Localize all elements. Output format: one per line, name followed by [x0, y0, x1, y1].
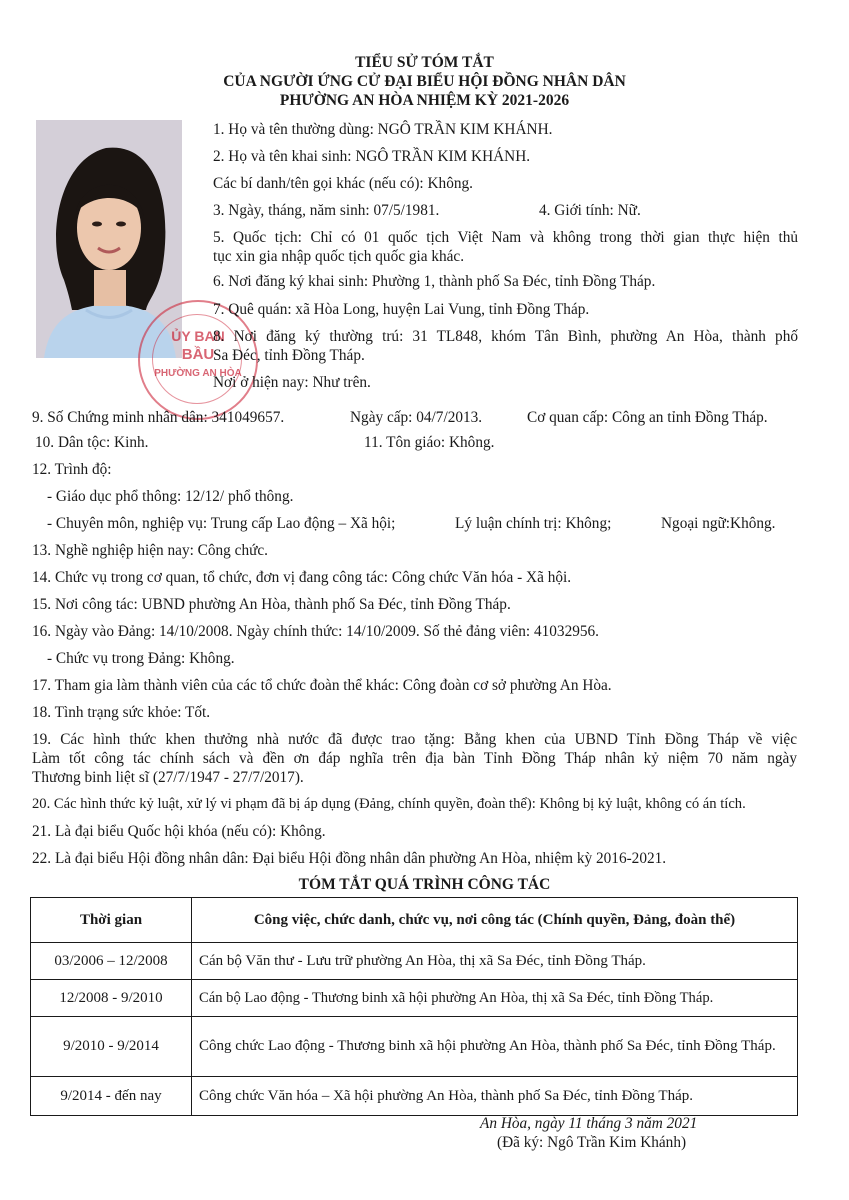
field-ethnicity: 10. Dân tộc: Kinh. [35, 434, 149, 451]
row-description: Cán bộ Lao động - Thương binh xã hội phường An Hòa, thị xã Sa Đéc, tỉnh Đồng Tháp. [192, 980, 798, 1017]
field-awards-cont: Làm tốt công tác chính sách và đền ơn đáp nghĩa trên địa bàn Tỉnh Đồng Tháp nhân kỷ niệm 70 năm ngày [32, 750, 797, 767]
field-general-education: - Giáo dục phổ thông: 12/12/ phổ thông. [47, 488, 294, 505]
signature-signed: (Đã ký: Ngô Trần Kim Khánh) [497, 1134, 687, 1151]
document-term: PHƯỜNG AN HÒA NHIỆM KỲ 2021-2026 [279, 92, 570, 109]
field-id-issue-date: Ngày cấp: 04/7/2013. [350, 409, 483, 426]
field-birth-name: 2. Họ và tên khai sinh: NGÔ TRẦN KIM KHÁNH. [213, 148, 531, 165]
field-birth-registration: 6. Nơi đăng ký khai sinh: Phường 1, thành phố Sa Đéc, tỉnh Đồng Tháp. [213, 273, 656, 290]
table-row [31, 943, 798, 980]
field-alias: Các bí danh/tên gọi khác (nếu có): Không. [213, 175, 473, 192]
row-description: Cán bộ Văn thư - Lưu trữ phường An Hòa, thị xã Sa Đéc, tỉnh Đồng Tháp. [192, 943, 798, 980]
field-awards: 19. Các hình thức khen thưởng nhà nước đã được trao tặng: Bằng khen của UBND Tỉnh Đồng Tháp về việc [32, 731, 797, 748]
field-occupation: 13. Nghề nghiệp hiện nay: Công chức. [32, 542, 268, 559]
field-national-assembly: 21. Là đại biểu Quốc hội khóa (nếu có): Không. [32, 823, 326, 840]
stamp-text-top: ỦY BAN [171, 328, 225, 344]
table-row [31, 1017, 798, 1077]
field-id-number: 9. Số Chứng minh nhân dân: 341049657. [32, 409, 285, 426]
row-description: Công chức Văn hóa – Xã hội phường An Hòa, thành phố Sa Đéc, tỉnh Đồng Tháp. [192, 1077, 798, 1116]
work-history-table [30, 897, 798, 1116]
document-subtitle: CỦA NGƯỜI ỨNG CỬ ĐẠI BIỂU HỘI ĐỒNG NHÂN DÂN [223, 73, 626, 90]
field-residence: 8. Nơi đăng ký thường trú: 31 TL848, khóm Tân Bình, phường An Hòa, thành phố [213, 328, 798, 345]
field-profession: - Chuyên môn, nghiệp vụ: Trung cấp Lao động – Xã hội; [47, 515, 396, 532]
table-header-row [31, 898, 798, 943]
field-religion: 11. Tôn giáo: Không. [364, 434, 495, 451]
field-nationality: 5. Quốc tịch: Chỉ có 01 quốc tịch Việt Nam và không trong thời gian thực hiện thủ [213, 229, 798, 246]
field-nationality-cont: tục xin gia nhập quốc tịch quốc gia khác. [213, 248, 465, 265]
row-time: 03/2006 – 12/2008 [31, 943, 192, 980]
field-position: 14. Chức vụ trong cơ quan, tổ chức, đơn vị đang công tác: Công chức Văn hóa - Xã hội. [32, 569, 572, 586]
stamp-text-bottom: PHƯỜNG AN HÒA [154, 368, 242, 379]
column-header-description: Công việc, chức danh, chức vụ, nơi công tác (Chính quyền, Đảng, đoàn thể) [192, 898, 798, 943]
field-residence-cont: Sa Đéc, tỉnh Đồng Tháp. [213, 347, 365, 364]
field-qualification: 12. Trình độ: [32, 461, 112, 478]
field-workplace: 15. Nơi công tác: UBND phường An Hòa, thành phố Sa Đéc, tỉnh Đồng Tháp. [32, 596, 511, 613]
field-party-position: - Chức vụ trong Đảng: Không. [47, 650, 235, 667]
field-gender: 4. Giới tính: Nữ. [539, 202, 641, 219]
field-political-theory: Lý luận chính trị: Không; [455, 515, 612, 532]
row-time: 9/2014 - đến nay [31, 1077, 192, 1116]
field-peoples-council: 22. Là đại biểu Hội đồng nhân dân: Đại biểu Hội đồng nhân dân phường An Hòa, nhiệm kỳ 2016-2021. [32, 850, 667, 867]
row-time: 12/2008 - 9/2010 [31, 980, 192, 1017]
field-foreign-language: Ngoại ngữ:Không. [661, 515, 776, 532]
document-title: TIỂU SỬ TÓM TẮT [355, 54, 494, 71]
row-description: Công chức Lao động - Thương binh xã hội phường An Hòa, thành phố Sa Đéc, tỉnh Đồng Tháp. [192, 1017, 798, 1077]
field-birth-date: 3. Ngày, tháng, năm sinh: 07/5/1981. [213, 202, 440, 219]
field-id-issuer: Cơ quan cấp: Công an tỉnh Đồng Tháp. [527, 409, 768, 426]
field-discipline: 20. Các hình thức kỷ luật, xử lý vi phạm đã bị áp dụng (Đảng, chính quyền, đoàn thể): Không bị kỷ luật, không có án tích. [32, 796, 746, 812]
row-time: 9/2010 - 9/2014 [31, 1017, 192, 1077]
field-party-membership: 16. Ngày vào Đảng: 14/10/2008. Ngày chính thức: 14/10/2009. Số thẻ đảng viên: 41032956. [32, 623, 599, 640]
stamp-text-middle: BẦU [181, 346, 215, 363]
field-health: 18. Tình trạng sức khỏe: Tốt. [32, 704, 211, 721]
signature-place-date: An Hòa, ngày 11 tháng 3 năm 2021 [480, 1115, 698, 1132]
field-current-address: Nơi ở hiện nay: Như trên. [213, 374, 371, 391]
field-awards-cont2: Thương binh liệt sĩ (27/7/1947 - 27/7/2017). [32, 769, 304, 786]
field-organizations: 17. Tham gia làm thành viên của các tổ chức đoàn thể khác: Công đoàn cơ sở phường An Hòa. [32, 677, 612, 694]
table-row [31, 980, 798, 1017]
work-history-title: TÓM TẮT QUÁ TRÌNH CÔNG TÁC [298, 876, 551, 893]
field-common-name: 1. Họ và tên thường dùng: NGÔ TRẦN KIM KHÁNH. [213, 121, 553, 138]
column-header-time: Thời gian [31, 898, 192, 943]
field-hometown: 7. Quê quán: xã Hòa Long, huyện Lai Vung, tỉnh Đồng Tháp. [213, 301, 590, 318]
table-row [31, 1077, 798, 1116]
